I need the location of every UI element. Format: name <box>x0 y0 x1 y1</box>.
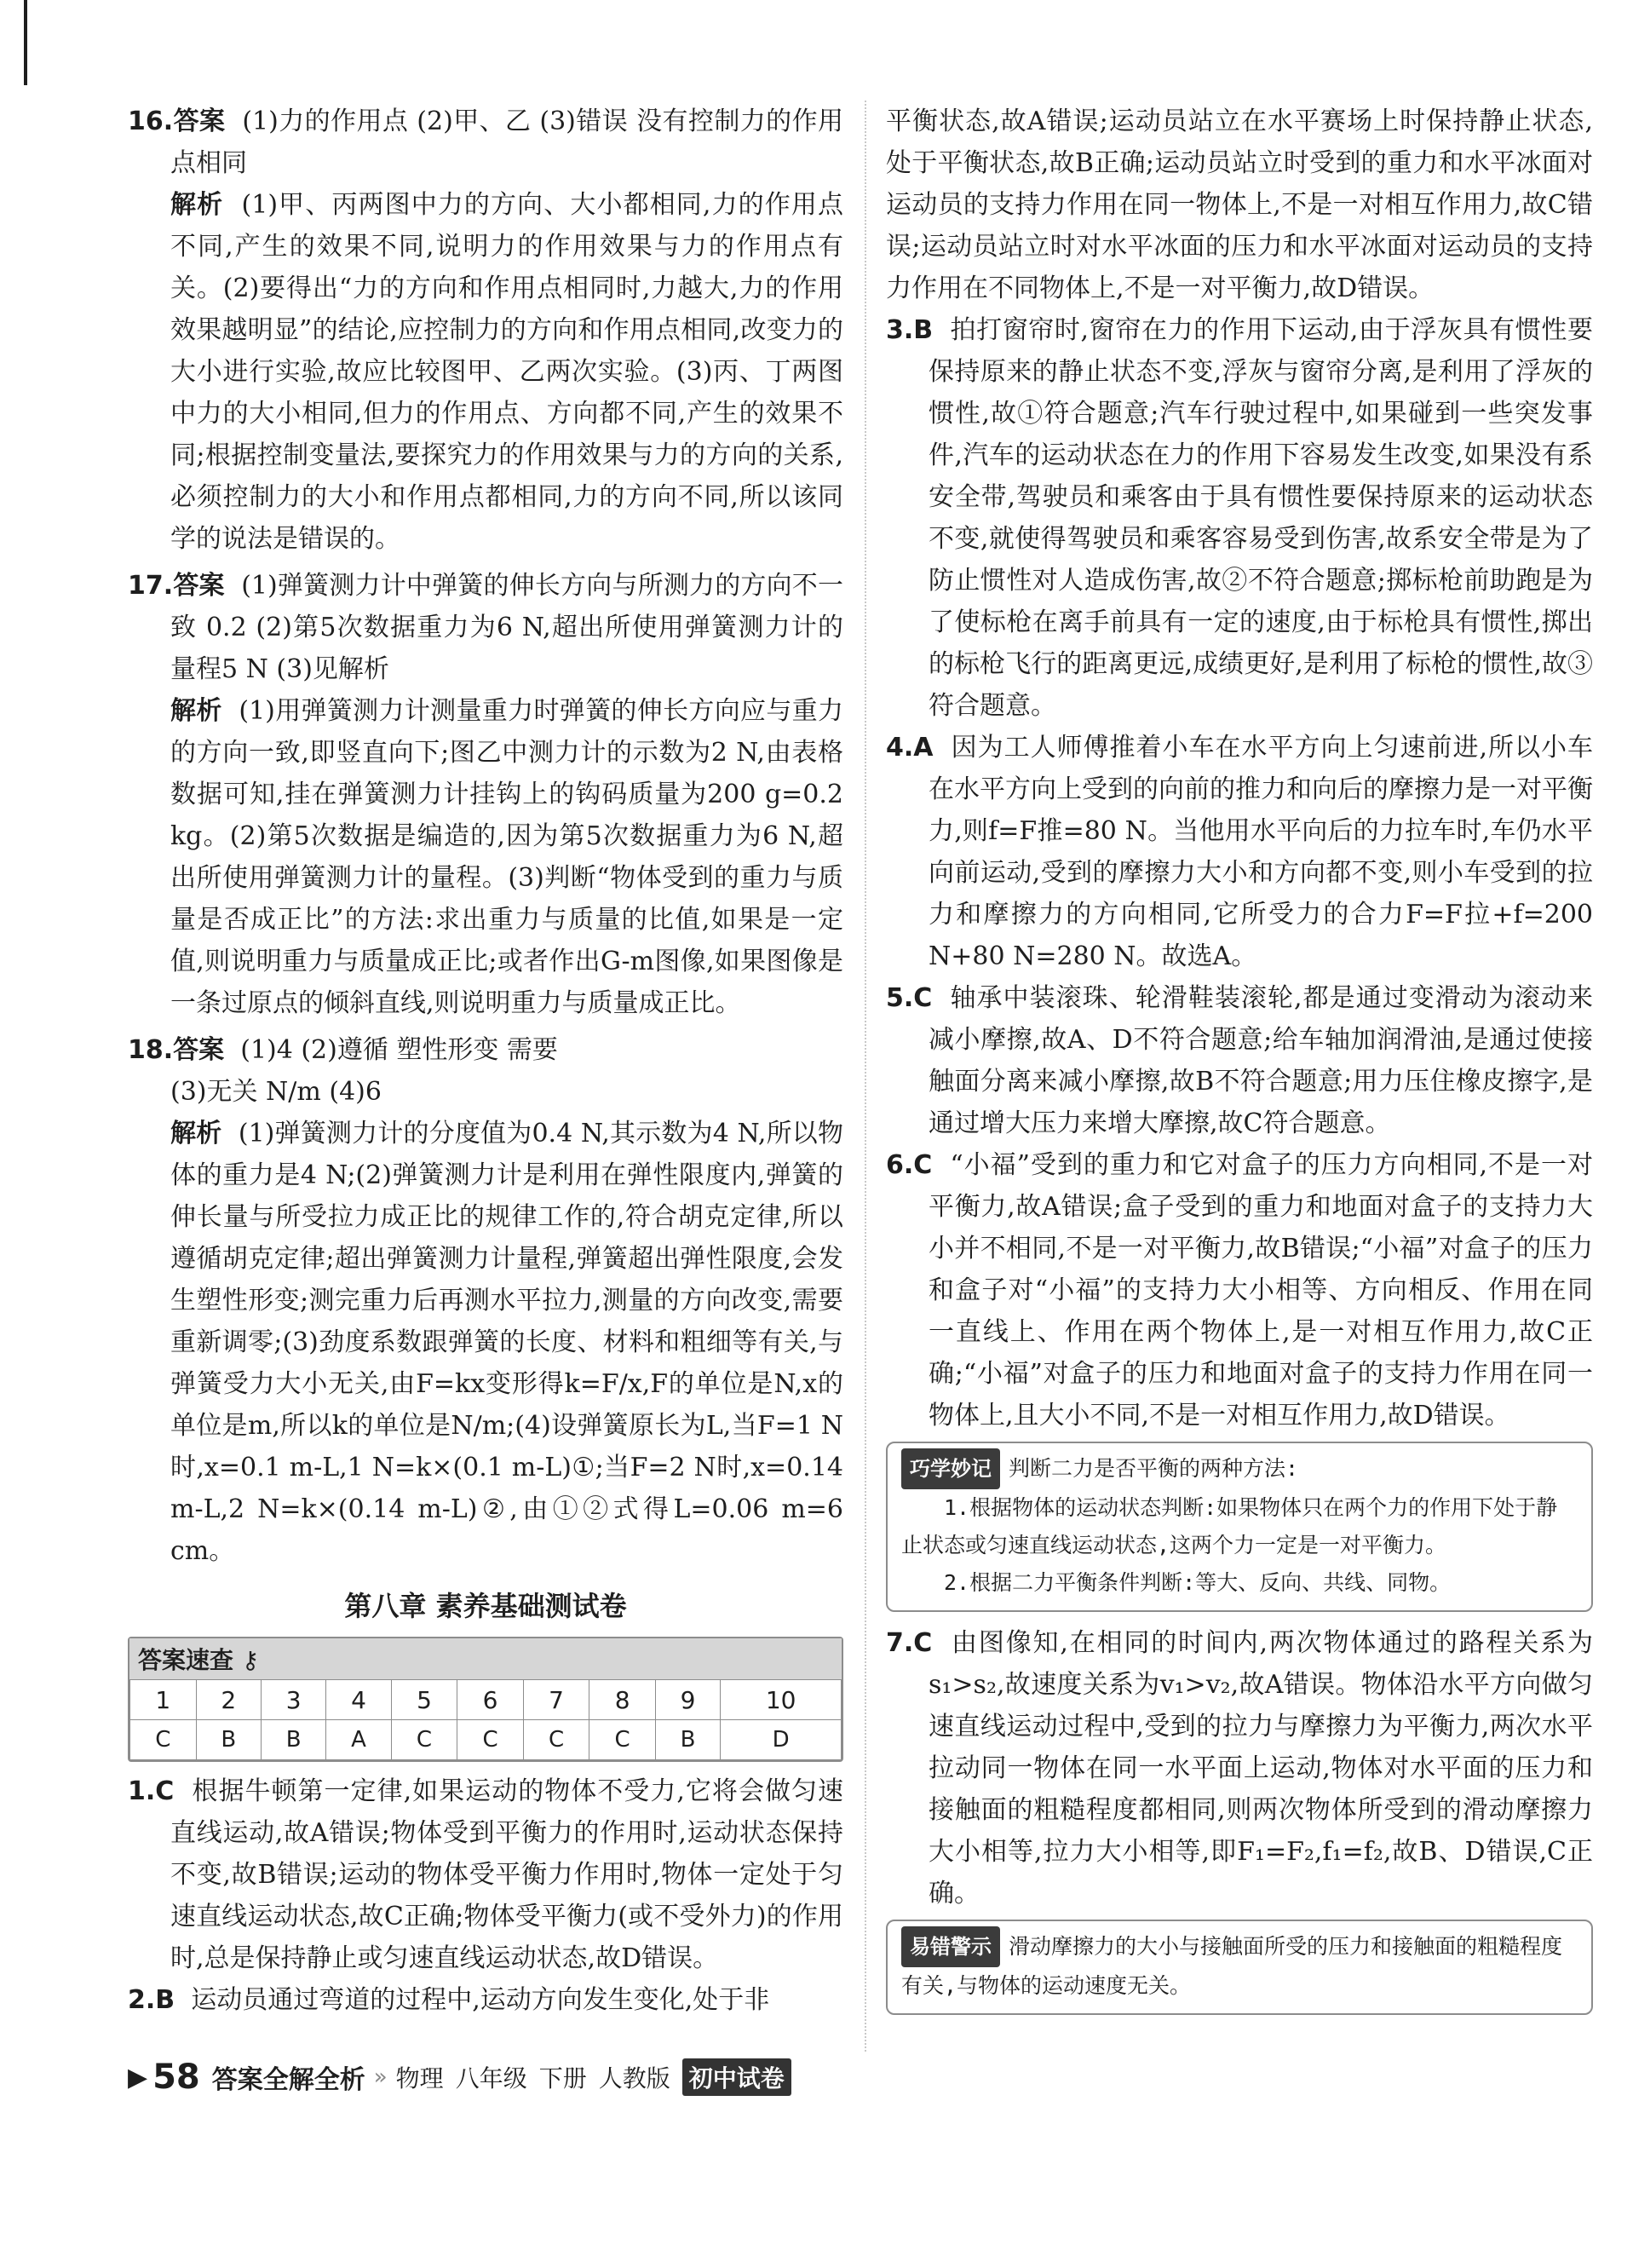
q1-text: 根据牛顿第一定律,如果运动的物体不受力,它将会做匀速直线运动,故A错误;物体受到平衡力的作用时,运动状态保持不变,故B错误;运动的物体受平衡力作用时,物体一定处于匀速直线运动状态,故C正确;物体受平衡力(或不受外力)的作用时,总是保持静止或匀速直线运动状态,故D错误。 <box>170 1776 843 1973</box>
footer-badge: 初中试卷 <box>682 2058 791 2096</box>
q17-analysis <box>128 690 843 1024</box>
qc-answer: C <box>130 1720 197 1760</box>
footer-edition: 人教版 <box>598 2064 670 2092</box>
q2-continued-text: 平衡状态,故A错误;运动员站立在水平赛场上时保持静止状态,处于平衡状态,故B正确;运动员站立时受到的重力和水平冰面对运动员的支持力作用在同一物体上,不是一对相互作用力,故C错误;运动员站立时对水平冰面的压力和水平冰面对运动员的支持力作用在不同物体上,不是一对平衡力,故D错误。 <box>886 106 1593 303</box>
warning-tip-tag: 易错警示 <box>901 1926 1000 1967</box>
q7-text: 由图像知,在相同的时间内,两次物体通过的路程关系为s₁>s₂,故速度关系为v₁>v₂,故A错误。物体沿水平方向做匀速直线运动过程中,受到的拉力与摩擦力为平衡力,两次水平拉动同一物体在同一水平面上运动,物体对水平面的压力和接触面的粗糙程度都相同,则两次物体所受到的滑动摩擦力大小相等,拉力大小相等,即F₁=F₂,f₁=f₂,故B、D错误,C正确。 <box>929 1628 1593 1908</box>
q3-number: 3.B <box>886 315 934 345</box>
left-column <box>128 101 843 2021</box>
warning-tip-box <box>886 1920 1593 2015</box>
question-1 <box>128 1770 843 1979</box>
memory-tip-tag: 巧学妙记 <box>901 1448 1000 1489</box>
qc-num: 6 <box>457 1680 524 1720</box>
q1-number: 1.C <box>128 1776 175 1806</box>
memory-tip-line1: 1.根据物体的运动状态判断:如果物体只在两个力的作用下处于静止状态或匀速直线运动状态,这两个力一定是一对平衡力。 <box>901 1495 1558 1557</box>
quick-check-header <box>129 1638 842 1679</box>
column-divider <box>865 101 867 2052</box>
q16-analysis-label: 解析 <box>170 190 224 220</box>
question-4 <box>886 727 1593 977</box>
q16-analysis <box>128 184 843 560</box>
qc-num: 8 <box>589 1680 656 1720</box>
q7-number: 7.C <box>886 1628 933 1658</box>
question-17 <box>128 565 843 1024</box>
memory-tip-header <box>901 1448 1578 1489</box>
footer-term: 下册 <box>538 2064 587 2092</box>
qc-num: 10 <box>721 1680 842 1720</box>
q18-answer-line1: (1)4 (2)遵循 塑性形变 需要 <box>240 1035 558 1065</box>
qc-answer: C <box>391 1720 457 1760</box>
q6-number: 6.C <box>886 1150 933 1180</box>
qc-answer: B <box>261 1720 325 1760</box>
memory-tip-box <box>886 1442 1593 1612</box>
q2-text: 运动员通过弯道的过程中,运动方向发生变化,处于非 <box>191 1985 770 2015</box>
qc-answer: B <box>196 1720 261 1760</box>
qc-num: 2 <box>196 1680 261 1720</box>
quick-check-table <box>129 1679 842 1760</box>
qc-num: 3 <box>261 1680 325 1720</box>
q4-text: 因为工人师傅推着小车在水平方向上匀速前进,所以小车在水平方向上受到的向前的推力和向后的摩擦力是一对平衡力,则f=F推=80 N。当他用水平向后的力拉车时,车仍水平向前运动,受到的摩擦力大小和方向都不变,则小车受到的拉力和摩擦力的方向相同,它所受力的合力F=F拉+f=200 N+80 N=280 N。故选A。 <box>929 733 1593 971</box>
quick-check-answers-row <box>130 1720 842 1760</box>
answer-quick-check <box>128 1637 843 1762</box>
qc-answer: A <box>326 1720 391 1760</box>
quick-check-numbers-row <box>130 1680 842 1720</box>
qc-num: 9 <box>655 1680 720 1720</box>
question-16 <box>128 101 843 560</box>
q16-answer-text: (1)力的作用点 (2)甲、乙 (3)错误 没有控制力的作用点相同 <box>170 106 844 178</box>
double-chevron-icon: » <box>373 2064 388 2090</box>
qc-answer: C <box>589 1720 656 1760</box>
binding-line <box>24 0 27 85</box>
q17-number: 17. <box>128 571 174 601</box>
question-2 <box>128 1979 843 2021</box>
q5-text: 轴承中装滚珠、轮滑鞋装滚轮,都是通过变滑动为滚动来减小摩擦,故A、D不符合题意;给车轴加润滑油,是通过使接触面分离来减小摩擦,故B不符合题意;用力压住橡皮擦字,是通过增大压力来增大摩擦,故C符合题意。 <box>929 983 1593 1138</box>
q18-analysis-label: 解析 <box>170 1119 222 1148</box>
q17-answer-label: 答案 <box>173 571 225 601</box>
q17-answer <box>128 565 843 690</box>
qc-num: 7 <box>523 1680 589 1720</box>
page-footer <box>128 2058 791 2097</box>
q16-answer-label: 答案 <box>173 106 226 136</box>
q18-answer-line2: (3)无关 N/m (4)6 <box>170 1077 382 1107</box>
section-title: 第八章 素养基础测试卷 <box>344 1590 627 1622</box>
qc-answer: D <box>721 1720 842 1760</box>
qc-num: 1 <box>130 1680 197 1720</box>
q18-number: 18. <box>128 1035 174 1065</box>
q18-analysis-text: (1)弹簧测力计的分度值为0.4 N,其示数为4 N,所以物体的重力是4 N;(2)弹簧测力计是利用在弹性限度内,弹簧的伸长量与所受拉力成正比的规律工作的,符合胡克定律,所以遵循胡克定律;超出弹簧测力计量程,弹簧超出弹性限度,会发生塑性形变;测完重力后再测水平拉力,测量的方向改变,需要重新调零;(3)劲度系数跟弹簧的长度、材料和粗细等有关,与弹簧受力大小无关,由F=kx变形得k=F/x,F的单位是N,x的单位是m,所以k的单位是N/m;(4)设弹簧原长为L,当F=1 N时,x=0.1 m-L,1 N=k×(0.1 m-L)①;当F=2 N时,x=0.14 m-L,2 N=k×(0.14 m-L)②,由①②式得L=0.06 m=6 cm。 <box>170 1119 844 1566</box>
question-7 <box>886 1622 1593 1914</box>
qc-num: 4 <box>326 1680 391 1720</box>
qc-answer: C <box>523 1720 589 1760</box>
q5-number: 5.C <box>886 983 933 1013</box>
footer-grade: 八年级 <box>455 2064 527 2092</box>
key-icon: ⚷ <box>241 1646 260 1674</box>
q2-number: 2.B <box>128 1985 175 2015</box>
qc-num: 5 <box>391 1680 457 1720</box>
page-number: 58 <box>152 2058 200 2097</box>
q16-analysis-text: (1)甲、丙两图中力的方向、大小都相同,力的作用点不同,产生的效果不同,说明力的作用效果与力的作用点有关。(2)要得出“力的方向和作用点相同时,力越大,力的作用效果越明显”的结论,应控制力的方向和作用点相同,改变力的大小进行实验,故应比较图甲、乙两次实验。(3)丙、丁两图中力的大小相同,但力的作用点、方向都不同,产生的效果不同;根据控制变量法,要探究力的作用效果与力的方向的关系,必须控制力的大小和作用点都相同,力的方向不同,所以该同学的说法是错误的。 <box>170 190 844 554</box>
q17-analysis-label: 解析 <box>170 696 222 726</box>
q6-text: “小福”受到的重力和它对盒子的压力方向相同,不是一对平衡力,故A错误;盒子受到的重力和地面对盒子的支持力大小并不相同,不是一对平衡力,故B错误;“小福”对盒子的压力和盒子对“小福”的支持力大小相等、方向相反、作用在同一直线上、作用在两个物体上,是一对相互作用力,故C正确;“小福”对盒子的压力和地面对盒子的支持力作用在同一物体上,且大小不同,不是一对相互作用力,故D错误。 <box>929 1150 1593 1430</box>
memory-tip-line2: 2.根据二力平衡条件判断:等大、反向、共线、同物。 <box>944 1570 1452 1595</box>
q18-analysis <box>128 1113 843 1572</box>
qc-answer: B <box>655 1720 720 1760</box>
quick-check-title: 答案速查 <box>138 1646 234 1674</box>
right-column <box>886 101 1593 2025</box>
footer-title: 答案全解全析 <box>211 2065 365 2095</box>
question-3 <box>886 309 1593 727</box>
q16-number: 16. <box>128 106 174 136</box>
q17-answer-text: (1)弹簧测力计中弹簧的伸长方向与所测力的方向不一致 0.2 (2)第5次数据重力为6 N,超出所使用弹簧测力计的量程5 N (3)见解析 <box>170 571 844 684</box>
q16-answer <box>128 101 843 184</box>
q17-analysis-text: (1)用弹簧测力计测量重力时弹簧的伸长方向应与重力的方向一致,即竖直向下;图乙中测力计的示数为2 N,由表格数据可知,挂在弹簧测力计挂钩上的钩码质量为200 g=0.2 kg。(2)第5次数据是编造的,因为第5次数据重力为6 N,超出所使用弹簧测力计的量程。(3)判断“物体受到的重力与质量是否成正比”的方法:求出重力与质量的比值,如果是一定值,则说明重力与质量成正比;或者作出G-m图像,如果图像是一条过原点的倾斜直线,则说明重力与质量成正比。 <box>170 696 844 1018</box>
question-5 <box>886 977 1593 1144</box>
question-18 <box>128 1029 843 1572</box>
warning-tip-content <box>901 1926 1578 2005</box>
warning-tip-text: 滑动摩擦力的大小与接触面所受的压力和接触面的粗糙程度有关,与物体的运动速度无关。 <box>901 1934 1563 1998</box>
q4-number: 4.A <box>886 733 934 763</box>
footer-subject: 物理 <box>395 2064 444 2092</box>
memory-tip-title: 判断二力是否平衡的两种方法: <box>1009 1456 1299 1481</box>
q18-answer <box>128 1029 843 1071</box>
qc-answer: C <box>457 1720 524 1760</box>
question-6 <box>886 1144 1593 1436</box>
q3-text: 拍打窗帘时,窗帘在力的作用下运动,由于浮灰具有惯性要保持原来的静止状态不变,浮灰与窗帘分离,是利用了浮灰的惯性,故①符合题意;汽车行驶过程中,如果碰到一些突发事件,汽车的运动状态在力的作用下容易发生改变,如果没有系安全带,驾驶员和乘客由于具有惯性要保持原来的运动状态不变,就使得驾驶员和乘客容易受到伤害,故系安全带是为了防止惯性对人造成伤害,故②不符合题意;掷标枪前助跑是为了使标枪在离手前具有一定的速度,由于标枪具有惯性,掷出的标枪飞行的距离更远,成绩更好,是利用了标枪的惯性,故③符合题意。 <box>929 315 1593 721</box>
triangle-right-icon: ▶ <box>128 2062 148 2092</box>
q18-answer-label: 答案 <box>173 1035 225 1065</box>
